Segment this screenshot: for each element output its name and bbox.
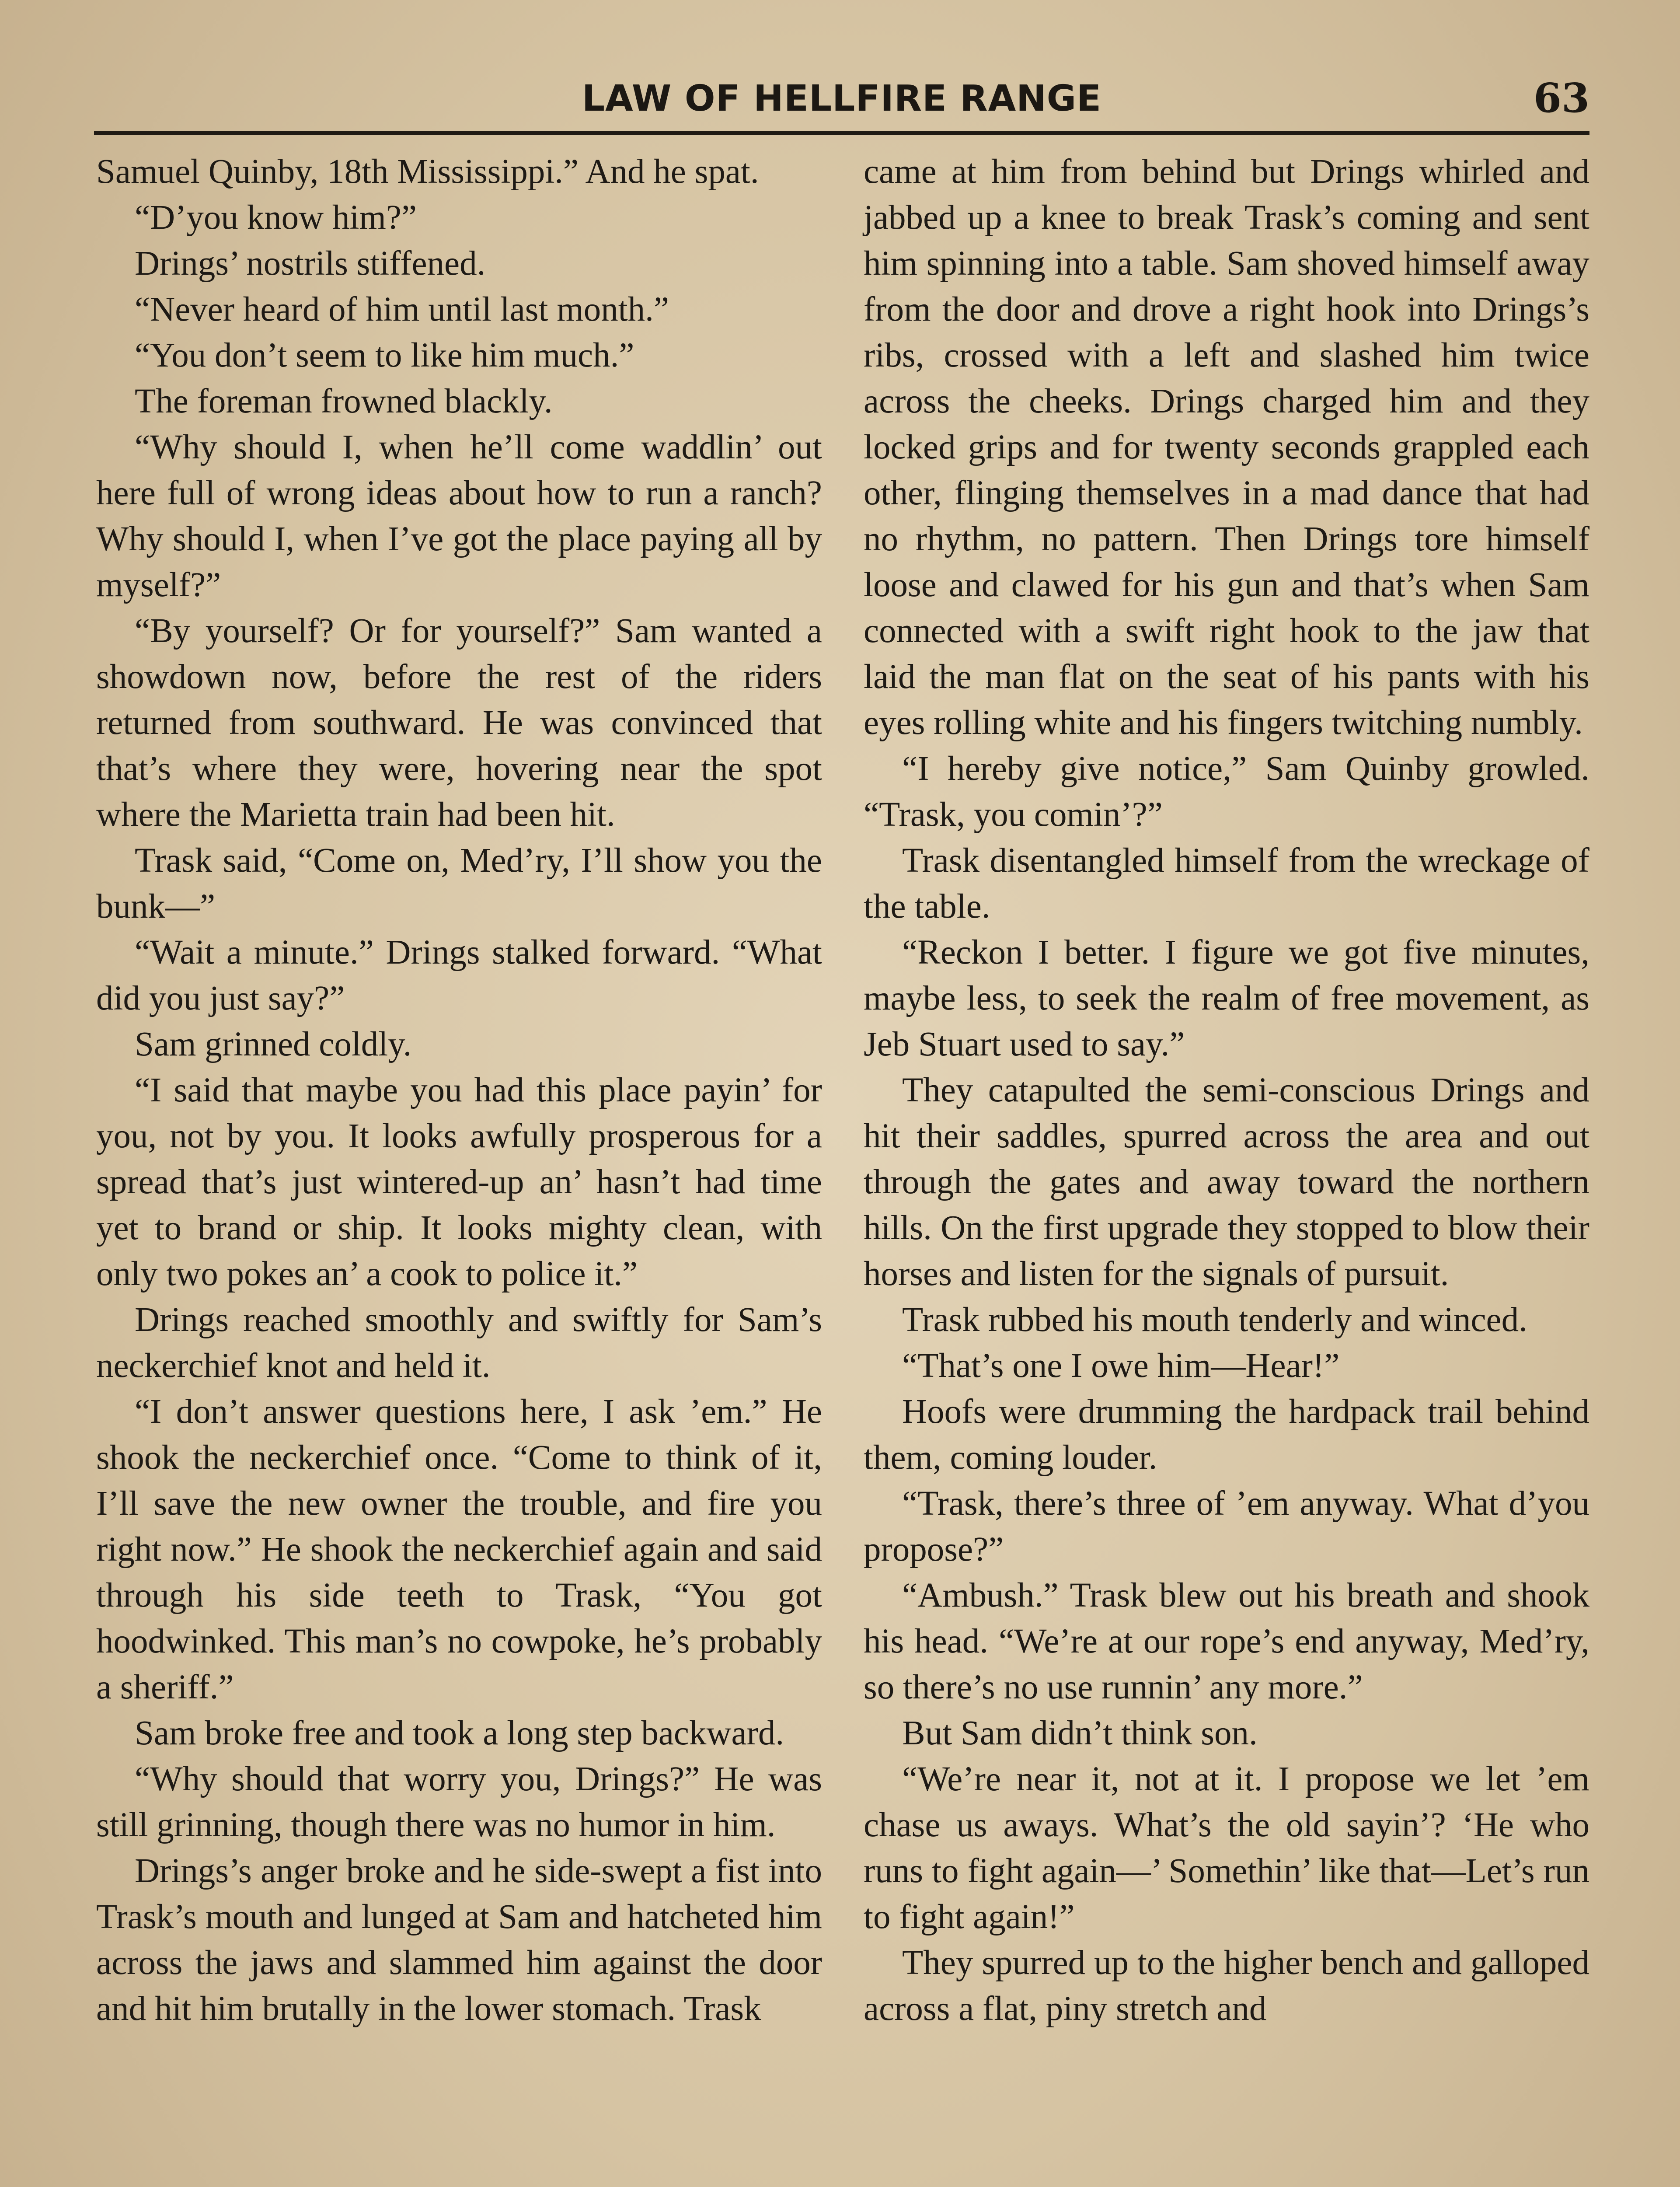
paragraph: “Ambush.” Trask blew out his breath and shook his head. “We’re at our rope’s end anyway, Med’ry, so there’s no use runnin’ any more.”: [864, 1576, 1589, 1706]
paragraph: Drings reached smoothly and swiftly for Sam’s neckerchief knot and held it.: [96, 1301, 822, 1385]
paragraph: “That’s one I owe him—Hear!”: [902, 1347, 1340, 1385]
paragraph: Trask said, “Come on, Med’ry, I’ll show you the bunk—”: [96, 842, 822, 926]
paragraph: Sam broke free and took a long step backward.: [135, 1714, 784, 1752]
paragraph: Trask disentangled himself from the wreckage of the table.: [864, 842, 1589, 926]
paragraph: “Why should I, when he’ll come waddlin’ out here full of wrong ideas about how to run a ranch? Why should I, when I’ve got the place paying all by myself?”: [96, 428, 822, 604]
page-header: [94, 74, 1589, 140]
paragraph: But Sam didn’t think son.: [902, 1714, 1258, 1752]
paragraph: Sam grinned coldly.: [135, 1025, 412, 1063]
paragraph: “I hereby give notice,” Sam Quinby growled. “Trask, you comin’?”: [864, 750, 1589, 834]
paragraph: “Never heard of him until last month.”: [135, 290, 669, 328]
paragraph: Drings’ nostrils stiffened.: [135, 245, 486, 283]
paragraph: Hoofs were drumming the hardpack trail behind them, coming louder.: [864, 1393, 1589, 1477]
paragraph: Drings’s anger broke and he side-swept a fist into Trask’s mouth and lunged at Sam and hatcheted him across the jaws and slammed him against the door and hit him brutally in the lower stomach. Trask: [96, 1852, 822, 2028]
page-number: 63: [1533, 74, 1589, 122]
left-column: [96, 149, 822, 2032]
running-title: LAW OF HELLFIRE RANGE: [582, 78, 1102, 119]
paragraph: “Why should that worry you, Drings?” He was still grinning, though there was no humor in him.: [96, 1760, 822, 1844]
paragraph: “By yourself? Or for yourself?” Sam wanted a showdown now, before the rest of the riders returned from southward. He was convinced that that’s where they were, hovering near the spot where the Marietta train had been hit.: [96, 612, 822, 834]
paragraph: The foreman frowned blackly.: [135, 382, 553, 420]
paragraph: “Trask, there’s three of ’em anyway. What d’you propose?”: [864, 1485, 1589, 1569]
paragraph: Samuel Quinby, 18th Mississippi.” And he spat.: [96, 153, 759, 191]
paragraph: came at him from behind but Drings whirled and jabbed up a knee to break Trask’s coming and sent him spinning into a table. Sam shoved himself away from the door and drove a right hook into Drings’s ribs, crossed with a left and slashed him twice across the cheeks. Drings charged him and they locked grips and for twenty seconds grappled each other, flinging themselves in a mad dance that had no rhythm, no pattern. Then Drings tore himself loose and clawed for his gun and that’s when Sam connected with a swift right hook to the jaw that laid the man flat on the seat of his pants with his eyes rolling white and his fingers twitching numbly.: [864, 153, 1589, 742]
paragraph: “I said that maybe you had this place payin’ for you, not by you. It looks awfully prosperous for a spread that’s just wintered-up an’ hasn’t had time yet to brand or ship. It looks mighty clean, with only two pokes an’ a cook to police it.”: [96, 1071, 822, 1293]
paragraph: They catapulted the semi-conscious Drings and hit their saddles, spurred across the area and out through the gates and away toward the northern hills. On the first upgrade they stopped to blow their horses and listen for the signals of pursuit.: [864, 1071, 1589, 1293]
paragraph: “Wait a minute.” Drings stalked forward. “What did you just say?”: [96, 933, 822, 1017]
paragraph: “We’re near it, not at it. I propose we let ’em chase us aways. What’s the old sayin’? ‘He who runs to fight again—’ Somethin’ like that—Let’s run to fight again!”: [864, 1760, 1589, 1936]
right-column: [864, 149, 1589, 2032]
header-rule: [94, 131, 1589, 135]
paragraph: “I don’t answer questions here, I ask ’em.” He shook the neckerchief once. “Come to think of it, I’ll save the new owner the trouble, and fire you right now.” He shook the neckerchief again and said through his side teeth to Trask, “You got hoodwinked. This man’s no cowpoke, he’s probably a sheriff.”: [96, 1393, 822, 1706]
paragraph: Trask rubbed his mouth tenderly and winced.: [902, 1301, 1527, 1339]
paragraph: They spurred up to the higher bench and galloped across a flat, piny stretch and: [864, 1944, 1589, 2028]
paragraph: “D’you know him?”: [135, 199, 417, 237]
paragraph: “You don’t seem to like him much.”: [135, 336, 634, 374]
paragraph: “Reckon I better. I figure we got five minutes, maybe less, to seek the realm of free movement, as Jeb Stuart used to say.”: [864, 933, 1589, 1063]
